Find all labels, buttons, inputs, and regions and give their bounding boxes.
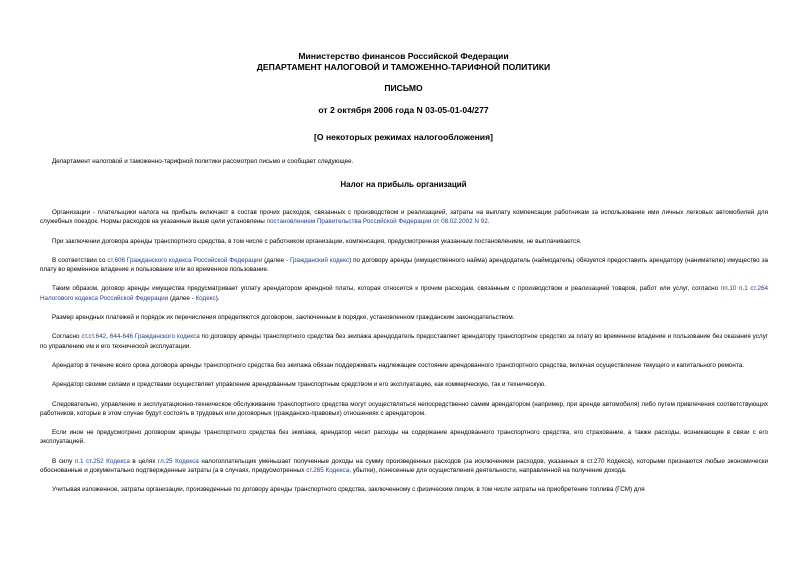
text: Размер арендных платежей и порядок их перечисления определяются договором, заключенным в порядке, установленном гражданским законодательством. xyxy=(52,314,515,322)
text: в целях xyxy=(129,457,158,465)
document-body xyxy=(40,208,768,495)
paragraph-7 xyxy=(40,361,768,370)
text: (далее - xyxy=(262,256,290,264)
link-tax-code-art264[interactable]: пп.10 п.1 ст.264 Налогового кодекса Российской Федерации xyxy=(40,285,768,302)
text: Если иное не предусмотрено договором аренды транспортного средства без экипажа, арендатор несет расходы на содержание арендованного транспортного средства, его страхование, а также расходы, возникающие в связи с его эксплуатацией. xyxy=(40,429,768,446)
intro-text: Департамент налоговой и таможенно-тарифной политики рассмотрел письмо и сообщает следующее. xyxy=(52,158,354,165)
link-tax-code-ch25[interactable]: гл.25 Кодекса xyxy=(157,457,199,465)
paragraph-10 xyxy=(40,428,768,447)
paragraph-2 xyxy=(40,237,768,246)
text: Учитывая изложенное, затраты организации, произведенные по договору аренды транспортного средства, заключенному с физическим лицом, в том числе затраты на приобретение топлива (ГСМ) для xyxy=(52,486,645,494)
text: по договору аренды транспортного средства без экипажа арендодатель предоставляет арендатору транспортное средство за плату во временное владение и пользование без оказания услуг по управлению им и его технической эксплуатации. xyxy=(40,333,769,350)
document-subject: [О некоторых режимах налогообложения] xyxy=(314,132,493,142)
text: Следовательно, управление и эксплуатационно-техническое обслуживание транспортного средства могут осуществляться непосредственно самим арендатором (например, при аренде автомобиля) либо путем привлечения соответствующих работников, которые в этом случае будут состоять в трудовых или договорных (гражданско-правовых) отношениях с арендатором. xyxy=(40,400,768,417)
text: Арендатор своими силами и средствами осуществляет управление арендованным транспортным средством и его эксплуатацию, как коммерческую, так и техническую. xyxy=(52,381,547,389)
text: В соответствии со xyxy=(52,256,108,264)
paragraph-1 xyxy=(40,208,768,227)
link-tax-code-art265[interactable]: ст.265 Кодекса xyxy=(306,467,350,475)
link-government-decree[interactable]: постановлением Правительства Российской Федерации от 08.02.2002 N 92 xyxy=(266,218,488,226)
paragraph-8 xyxy=(40,380,768,389)
text: , xyxy=(106,333,110,341)
paragraph-9 xyxy=(40,400,768,419)
ministry-name: Министерство финансов Российской Федерации xyxy=(298,51,509,61)
text: В силу xyxy=(52,457,75,465)
section-title: Налог на прибыль организаций xyxy=(340,180,467,189)
text: ) по договору аренды (имущественного найма) арендодатель (наймодатель) обязуется предоставить арендатору (нанимателю) имущество за плату во временное владение и пользование или во временное пользование. xyxy=(40,256,768,274)
text: налогоплательщик уменьшает полученные доходы на сумму произведенных расходов (за исключением расходов, указанных в ст.270 Кодекса), которыми признаются любые экономически обоснованные и документально подтвержденные затраты (а в случаях, предусмотренных xyxy=(40,457,769,475)
link-civil-code-art644-646[interactable]: 644-646 Гражданского кодекса xyxy=(109,333,200,341)
text: (далее - xyxy=(168,294,196,302)
text: Арендатор в течение всего срока договора аренды транспортного средства без экипажа обязан поддерживать надлежащее состояние арендованного транспортного средства, включая осуществление текущего и капитального ремонта. xyxy=(52,361,744,369)
link-civil-code-art606[interactable]: ст.606 Гражданского кодекса Российской Федерации xyxy=(107,256,263,264)
link-tax-code-art252[interactable]: п.1 ст.252 Кодекса xyxy=(74,457,130,465)
text: ). xyxy=(215,294,220,302)
paragraph-6 xyxy=(40,332,768,351)
document-date-number: от 2 октября 2006 года N 03-05-01-04/277 xyxy=(318,104,489,115)
link-tax-code[interactable]: Кодекс xyxy=(195,294,216,302)
link-civil-code[interactable]: Гражданский кодекс xyxy=(289,256,350,264)
text: Таким образом, договор аренды имущества предусматривает уплату арендатором арендной платы, которая относится к прочим расходам, связанным с производством и реализацией товаров, работ или услуг, согласно xyxy=(52,285,721,293)
paragraph-5 xyxy=(40,313,768,322)
text: . xyxy=(487,218,490,226)
text: При заключении договора аренды транспортного средства, в том числе с работником организации, компенсация, предусмотренная указанным постановлением, не выплачивается. xyxy=(52,237,582,245)
paragraph-3 xyxy=(40,256,768,275)
text: Организации - плательщики налога на прибыль включают в состав прочих расходов, связанных с производством и реализацией, затраты на выплату компенсации работникам за использование ими личных легковых автомобилей для служебных поездок. Нормы расходов на указанные выше цели установлены xyxy=(40,209,768,226)
paragraph-11 xyxy=(40,457,768,476)
link-civil-code-art642[interactable]: ст.ст.642 xyxy=(81,333,107,341)
text: , убытки), понесенные для осуществления деятельности, направленной на получение дохода. xyxy=(349,467,627,475)
document-type: ПИСЬМО xyxy=(384,83,423,93)
paragraph-12 xyxy=(40,485,768,494)
text: Согласно xyxy=(52,333,82,341)
department-name: ДЕПАРТАМЕНТ НАЛОГОВОЙ И ТАМОЖЕННО-ТАРИФНОЙ ПОЛИТИКИ xyxy=(256,61,551,72)
paragraph-4 xyxy=(40,284,768,303)
